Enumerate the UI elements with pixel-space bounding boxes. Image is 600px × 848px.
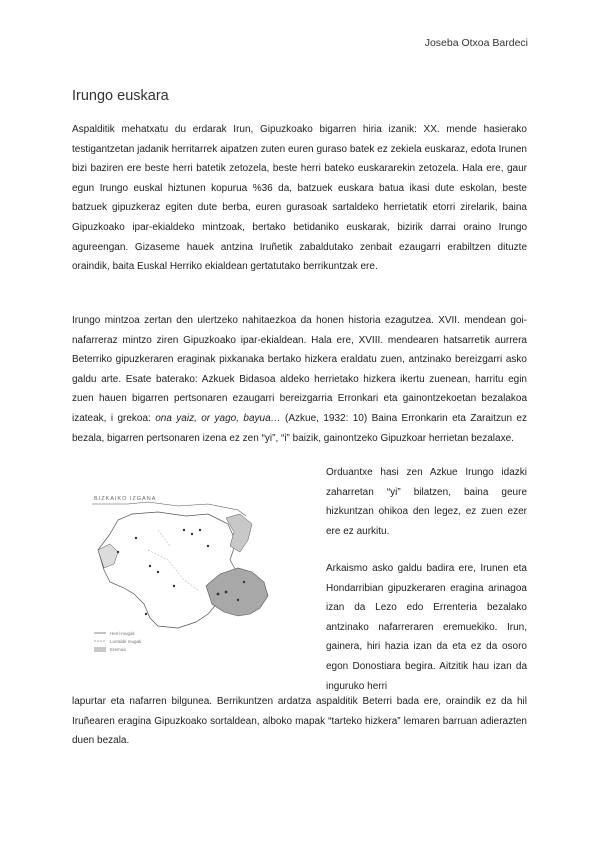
paragraph-2-text-a: Irungo mintzoa zertan den ulertzeko nahitaezkoa da honen historia ezagutzea. XVII. mendean goi-nafarreraz mintzo ziren Gipuzkoako ipar-ekialdean. Hala ere, XVIII. mendearen hatsarretik aurrera Beterriko gipuzkeraren eraginak pixkanaka bertako hizkera eraldatu zuen, antzinako bereizgarri asko galdu arte. Esate baterako: Azkuek Bidasoa aldeko herrietako hizkera ikertu zuenean, harritu egin zuen hauen bigarren pertsonaren ezaugarri bereizgarria Erronkari eta gainontzekoetan bezalakoa izateak, i grekoa: xyxy=(72,315,527,424)
dialect-map-svg xyxy=(88,490,288,655)
paragraph-2-text-b: (Azkue, 1932: 10) Baina Erronkarin eta Zaraitzun ez bezala, bigarren pertsonaren izena ez zen “yi”, “i” baizik, gainontzeko Gipuzkoar herrietan bezalaxe. xyxy=(72,412,527,444)
page-title: Irungo euskara xyxy=(72,88,169,104)
map-title: BIZKAIKO IZGANA xyxy=(94,496,157,502)
map-legend-item-2: Lurralde mugak xyxy=(110,639,142,644)
paragraph-2-italic-quote: ona yaiz, or yago, bayua… xyxy=(155,412,281,424)
paragraph-3: Orduantxe hasi zen Azkue Irungo idazki zaharretan “yi” bilatzen, baina geure hizkuntzan ohikoa den legez, ez zuen ezer ere ez aurkitu. xyxy=(326,467,527,537)
paragraph-1: Aspalditik mehatxatu du erdarak Irun, Gipuzkoako bigarren hiria izanik: XX. mende hasierako testigantzetan jadanik herritarrek aipatzen zuten euren guraso batek ez zekiela euskaraz, edota Irunen bizi baziren ere beste herri batetik zetozela, beste herri bateko euskararekin zetozela. Hala ere, gaur egun Irungo euskal hiztunen kopurua %36 da, batzuek euskara batua ikasi dute eskolan, beste batzuek gipuzkeraz egiten dute berba, euren gurasoak sartaldeko herrietatik etorri zirelarik, baina Gipuzkoako ipar-ekialdeko mintzoak, bertako betidaniko euskarak, bizirik darrai oraino Irungo agureengan. Gizaseme hauek antzina Iruñetik zabaldutako zenbait ezaugarri erabiltzen dituzte oraindik, baita Euskal Herriko ekialdean gertatutako berrikuntzak ere. xyxy=(72,124,527,273)
dialect-map-figure xyxy=(88,490,288,655)
map-legend-item-3: Eremua xyxy=(110,647,126,652)
map-legend-item-1: Herri-mugak xyxy=(110,631,135,636)
paragraph-4: Arkaismo asko galdu badira ere, Irunen eta Hondarribian gipuzkeraren eragina arinagoa izan da Lezo edo Errenteria bezalako antzinako nafarreraren eremuekiko. Irun, gainera, hiri hazia izan da eta ez da osoro egon Donostiara begira. Aitzitik hau izan da inguruko herri xyxy=(326,563,527,692)
paragraph-5: lapurtar eta nafarren bilgunea. Berrikuntzen ardatza aspalditik Beterri bada ere, oraindik ez da hil Iruñearen eragina Gipuzkoako sortaldean, alboko mapak “tarteko hizkera” lemaren barruan adierazten duen bezala. xyxy=(72,696,527,747)
map-land-region xyxy=(98,512,238,628)
paragraph-2 xyxy=(72,311,527,448)
author-header: Joseba Otxoa Bardeci xyxy=(424,37,528,49)
map-legend xyxy=(94,631,142,652)
